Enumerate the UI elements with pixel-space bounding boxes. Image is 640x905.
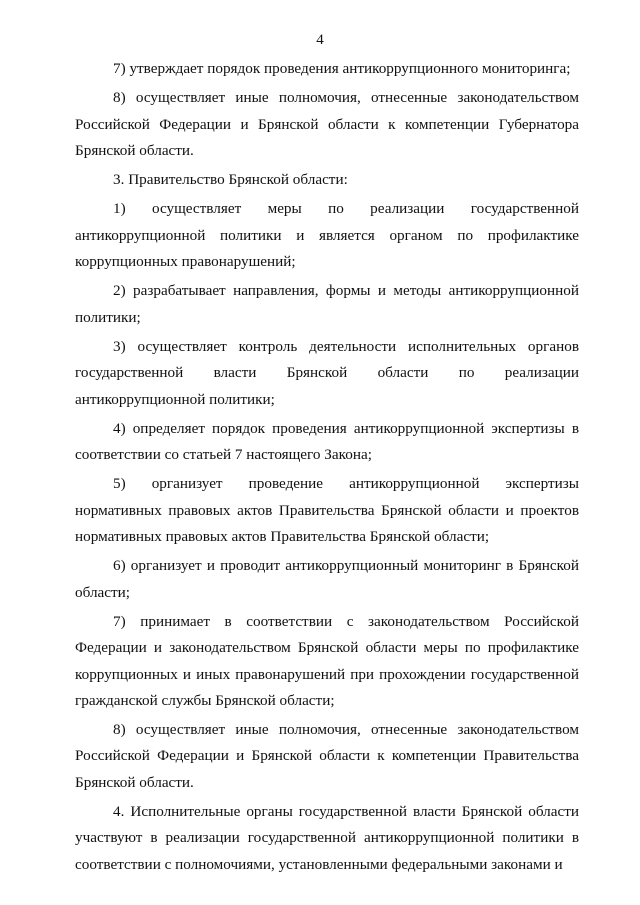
page-number: 4 bbox=[316, 32, 324, 48]
paragraph-section-3-heading: 3. Правительство Брянской области: bbox=[113, 171, 348, 189]
document-body bbox=[75, 56, 579, 881]
paragraph-government-item-2: 2) разрабатывает направления, формы и методы антикоррупционной политики; bbox=[75, 282, 579, 326]
paragraph-government-item-3: 3) осуществляет контроль деятельности исполнительных органов государственной власти Брянской области по реализации антикоррупционной политики; bbox=[75, 337, 579, 408]
paragraph-government-item-7: 7) принимает в соответствии с законодательством Российской Федерации и законодательством Брянской области меры по профилактике коррупционных и иных правонарушений при прохождении государственной гражданской службы Брянской области; bbox=[75, 612, 579, 709]
paragraph-government-item-8: 8) осуществляет иные полномочия, отнесенные законодательством Российской Федерации и Брянской области к компетенции Правительства Брянской области. bbox=[75, 721, 579, 791]
paragraph-government-item-6: 6) организует и проводит антикоррупционный мониторинг в Брянской области; bbox=[75, 557, 579, 601]
paragraph-government-item-5: 5) организует проведение антикоррупционной экспертизы нормативных правовых актов Правительства Брянской области и проектов нормативных правовых актов Правительства Брянской области; bbox=[75, 475, 579, 546]
paragraph-governor-item-8: 8) осуществляет иные полномочия, отнесенные законодательством Российской Федерации и Брянской области к компетенции Губернатора Брянской области. bbox=[75, 89, 579, 159]
paragraph-government-item-1: 1) осуществляет меры по реализации государственной антикоррупционной политики и является органом по профилактике коррупционных правонарушений; bbox=[75, 200, 579, 271]
paragraph-government-item-4: 4) определяет порядок проведения антикоррупционной экспертизы в соответствии со статьей 7 настоящего Закона; bbox=[75, 419, 579, 464]
paragraph-section-4: 4. Исполнительные органы государственной власти Брянской области участвуют в реализации государственной антикоррупционной политики в соответствии с полномочиями, установленными федеральными законами и bbox=[75, 803, 579, 873]
paragraph-governor-item-7: 7) утверждает порядок проведения антикоррупционного мониторинга; bbox=[113, 60, 571, 77]
